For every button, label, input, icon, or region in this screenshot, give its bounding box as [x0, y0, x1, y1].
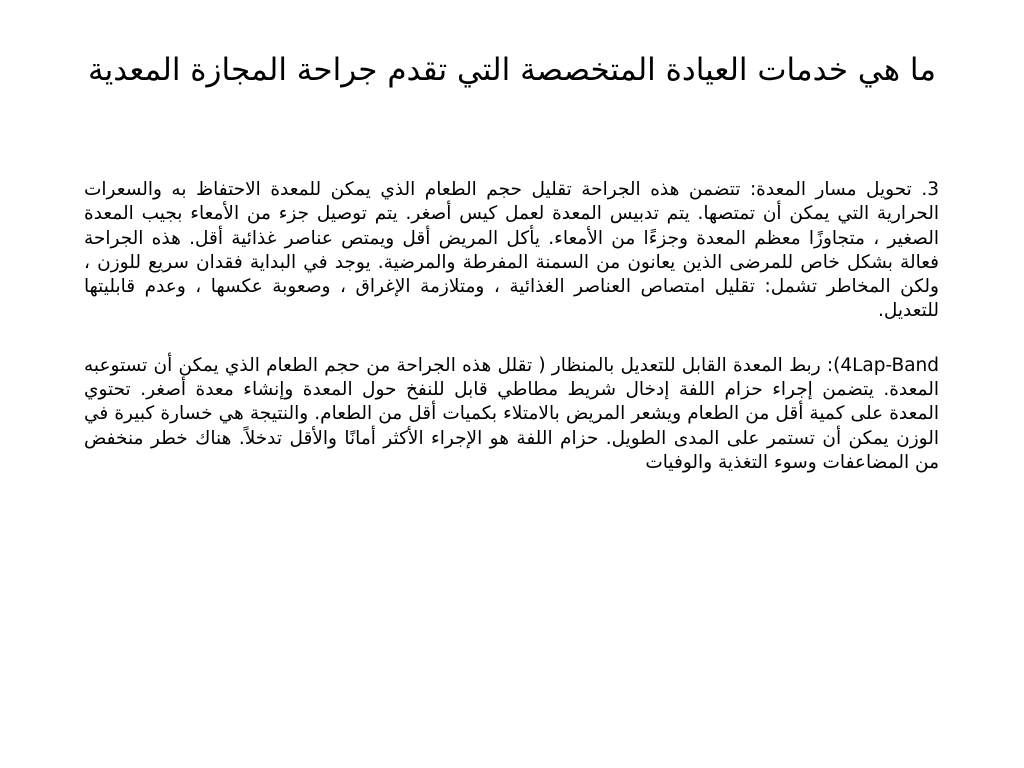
slide-body	[84, 178, 939, 475]
paragraph-lap-band: 4Lap-Band): ربط المعدة القابل للتعديل بالمنظار ( تقلل هذه الجراحة من حجم الطعام الذي يمكن أن تستوعبه المعدة. يتضمن إجراء حزام اللفة إدخال شريط مطاطي قابل للنفخ حول المعدة وإنشاء معدة أصغر. تحتوي المعدة على كمية أقل من الطعام ويشعر المريض بالامتلاء بكميات أقل من الطعام. والنتيجة هي خسارة كبيرة في الوزن يمكن أن تستمر على المدى الطويل. حزام اللفة هو الإجراء الأكثر أمانًا والأقل تدخلاً. هناك خطر منخفض من المضاعفات وسوء التغذية والوفيات	[84, 354, 939, 473]
paragraph-gastric-bypass: 3. تحويل مسار المعدة: تتضمن هذه الجراحة تقليل حجم الطعام الذي يمكن للمعدة الاحتفاظ به والسعرات الحرارية التي يمكن أن تمتصها. يتم تدبيس المعدة لعمل كيس أصغر. يتم توصيل جزء من الأمعاء بجيب المعدة الصغير ، متجاوزًا معظم المعدة وجزءًا من الأمعاء. يأكل المريض أقل ويمتص عناصر غذائية أقل. هذه الجراحة فعالة بشكل خاص للمرضى الذين يعانون من السمنة المفرطة والمرضية. يوجد في البداية فقدان سريع للوزن ، ولكن المخاطر تشمل: تقليل امتصاص العناصر الغذائية ، ومتلازمة الإغراق ، وصعوبة عكسها ، وعدم قابليتها للتعديل.	[84, 179, 939, 322]
slide-title: ما هي خدمات العيادة المتخصصة التي تقدم جراحة المجازة المعدية	[88, 52, 936, 88]
